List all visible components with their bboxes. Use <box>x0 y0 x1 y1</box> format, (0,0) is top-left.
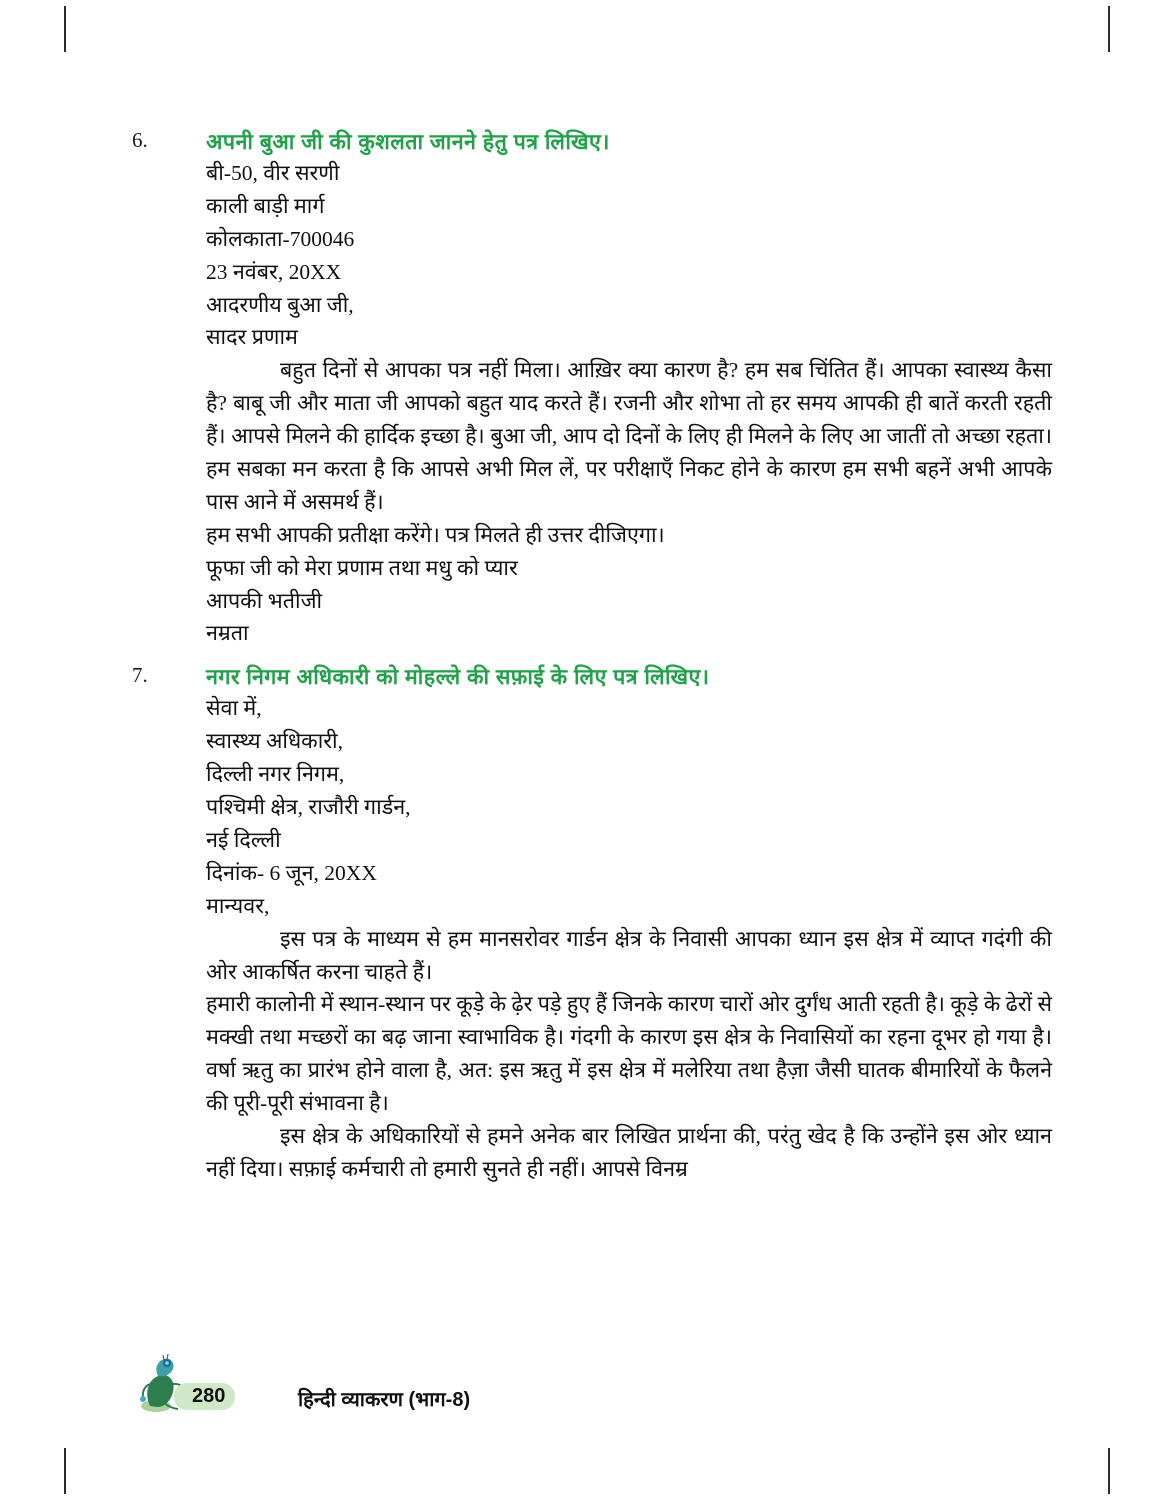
address-line: कोलकाता-700046 <box>206 226 355 251</box>
footer-title: हिन्दी व्याकरण (भाग-8) <box>298 1389 471 1411</box>
question-title: नगर निगम अधिकारी को मोहल्ले की सफ़ाई के लिए पत्र लिखिए। <box>206 665 710 690</box>
address-line: काली बाड़ी मार्ग <box>206 193 325 218</box>
question-block-6 <box>132 128 1052 650</box>
letter-body-6 <box>206 157 1052 650</box>
page-number: 280 <box>174 1383 235 1410</box>
crop-mark-bottom-right <box>1108 1448 1110 1494</box>
address-line: पश्चिमी क्षेत्र, राजौरी गार्डन, <box>206 795 411 820</box>
question-number: 6. <box>132 128 148 152</box>
salutation: आदरणीय बुआ जी, <box>206 292 354 317</box>
question-block-7 <box>132 663 1052 1185</box>
letter-sender-name: नम्रता <box>206 621 249 646</box>
page-content <box>132 128 1052 1188</box>
letter-date: 23 नवंबर, 20XX <box>206 259 342 284</box>
letter-paragraph: हम सभी आपकी प्रतीक्षा करेंगे। पत्र मिलते ही उत्तर दीजिएगा। <box>206 522 665 547</box>
letter-body-7 <box>206 692 1052 1185</box>
address-line: स्वास्थ्य अधिकारी, <box>206 729 343 754</box>
letter-paragraph: हमारी कालोनी में स्थान-स्थान पर कूड़े के ढ़ेर पड़े हुए हैं जिनके कारण चारों ओर दुर्गंध आती रहती है। कूड़े के ढेरों से मक्खी तथा मच्छरों का बढ़ जाना स्वाभाविक है। गंदगी के कारण इस क्षेत्र के निवासियों का रहना दूभर हो गया है। वर्षा ऋतु का प्रारंभ होने वाला है, अत: इस ऋतु में इस क्षेत्र में मलेरिया तथा हैज़ा जैसी घातक बीमारियों के फैलने की पूरी-पूरी संभावना है। <box>206 992 1052 1116</box>
section-spacer <box>132 652 1052 663</box>
letter-paragraph: इस क्षेत्र के अधिकारियों से हमने अनेक बार लिखित प्रार्थना की, परंतु खेद है कि उन्होंने इस ओर ध्यान नहीं दिया। सफ़ाई कर्मचारी तो हमारी सुनते ही नहीं। आपसे विनम्र <box>206 1123 1052 1181</box>
address-line: दिल्ली नगर निगम, <box>206 762 345 787</box>
salutation: मान्यवर, <box>206 893 270 918</box>
letter-date: दिनांक- 6 जून, 20XX <box>206 860 377 885</box>
greeting: सादर प्रणाम <box>206 325 298 350</box>
address-line: नई दिल्ली <box>206 827 281 852</box>
question-number: 7. <box>132 663 148 688</box>
letter-paragraph: फूफा जी को मेरा प्रणाम तथा मधु को प्यार <box>206 555 518 580</box>
crop-mark-top-right <box>1108 6 1110 52</box>
crop-mark-bottom-left <box>64 1448 66 1494</box>
page-footer <box>140 1354 470 1416</box>
address-line: बी-50, वीर सरणी <box>206 161 340 186</box>
letter-paragraph: इस पत्र के माध्यम से हम मानसरोवर गार्डन क्षेत्र के निवासी आपका ध्यान इस क्षेत्र में व्याप्त गदंगी की ओर आकर्षित करना चाहते हैं। <box>206 926 1052 984</box>
question-title: अपनी बुआ जी की कुशलता जानने हेतु पत्र लिखिए। <box>206 130 610 154</box>
crop-mark-top-left <box>64 6 66 52</box>
letter-signoff: आपकी भतीजी <box>206 588 323 613</box>
letter-paragraph: बहुत दिनों से आपका पत्र नहीं मिला। आख़िर क्या कारण है? हम सब चिंतित हैं। आपका स्वास्थ्य कैसा है? बाबू जी और माता जी आपको बहुत याद करते हैं। रजनी और शोभा तो हर समय आपकी ही बातें करती रहती हैं। आपसे मिलने की हार्दिक इच्छा है। बुआ जी, आप दो दिनों के लिए ही मिलने के लिए आ जातीं तो अच्छा रहता। हम सबका मन करता है कि आपसे अभी मिल लें, पर परीक्षाएँ निकट होने के कारण हम सभी बहनें अभी आपके पास आने में असमर्थ हैं। <box>206 358 1052 514</box>
address-line: सेवा में, <box>206 696 262 721</box>
